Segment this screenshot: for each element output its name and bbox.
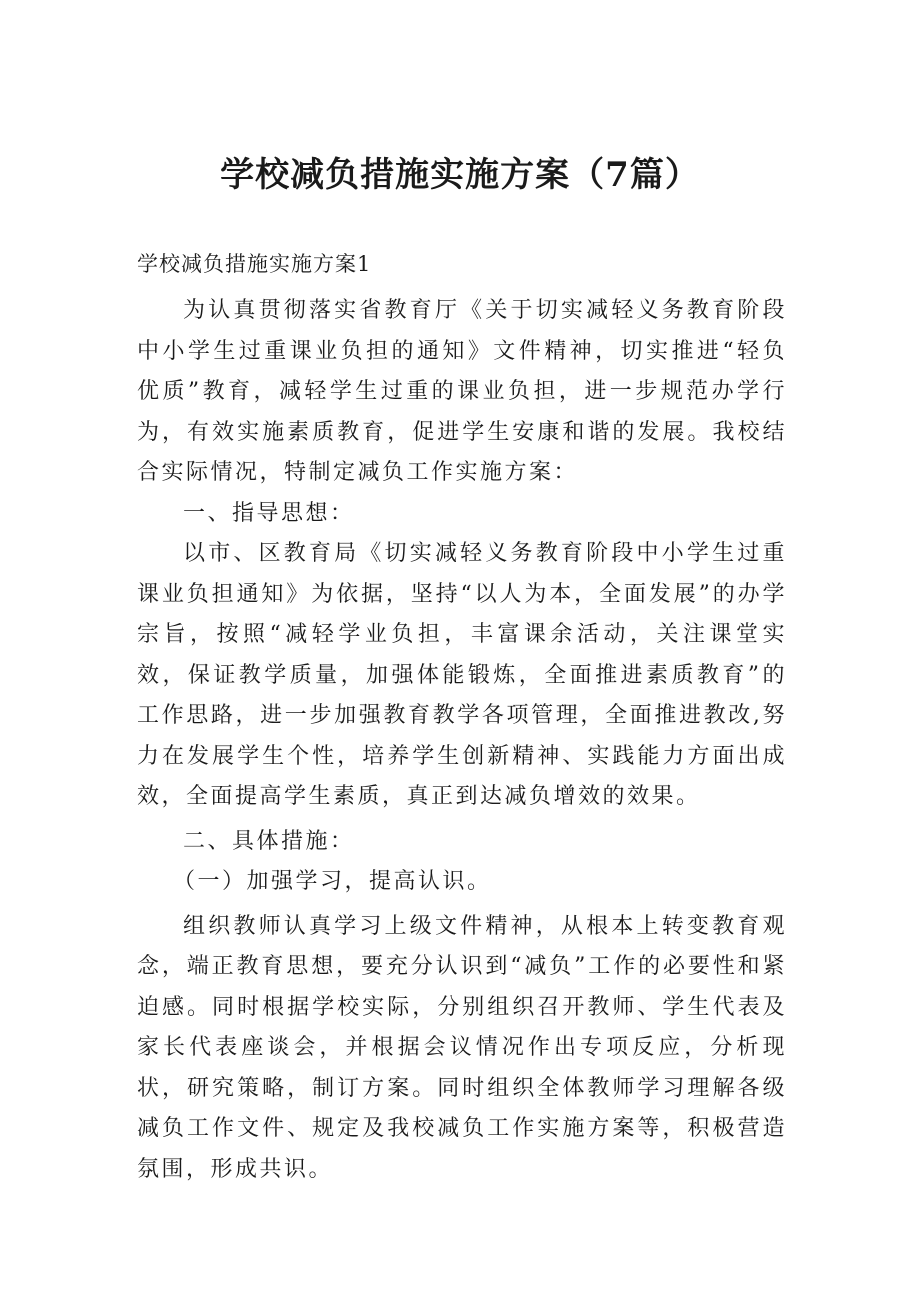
document-body (137, 247, 787, 1190)
intro-paragraph: 为认真贯彻落实省教育厅《关于切实减轻义务教育阶段中小学生过重课业负担的通知》文件精神，切实推进“轻负优质”教育，减轻学生过重的课业负担，进一步规范办学行为，有效实施素质教育，促进学生安康和谐的发展。我校结合实际情况，特制定减负工作实施方案： (137, 298, 787, 485)
section-heading-measures: 二、具体措施： (183, 828, 355, 854)
document-title: 学校减负措施实施方案（7篇） (220, 154, 700, 195)
plan-subtitle: 学校减负措施实施方案1 (137, 252, 372, 276)
learning-paragraph: 组织教师认真学习上级文件精神，从根本上转变教育观念，端正教育思想，要充分认识到“减负”工作的必要性和紧迫感。同时根据学校实际，分别组织召开教师、学生代表及家长代表座谈会，并根据会议情况作出专项反应，分析现状，研究策略，制订方案。同时组织全体教师学习理解各级减负工作文件、规定及我校减负工作实施方案等，积极营造氛围，形成共识。 (137, 913, 787, 1182)
subsection-heading-learning: （一）加强学习，提高认识。 (173, 869, 492, 894)
section-heading-guiding-thought: 一、指导思想： (183, 500, 355, 526)
guiding-thought-paragraph: 以市、区教育局《切实减轻义务教育阶段中小学生过重课业负担通知》为依据，坚持“以人为本，全面发展”的办学宗旨，按照“减轻学业负担，丰富课余活动，关注课堂实效，保证教学质量，加强体能锻炼，全面推进素质教育”的工作思路，进一步加强教育教学各项管理，全面推进教改,努力在发展学生个性，培养学生创新精神、实践能力方面出成效，全面提高学生素质，真正到达减负增效的效果。 (137, 541, 787, 809)
